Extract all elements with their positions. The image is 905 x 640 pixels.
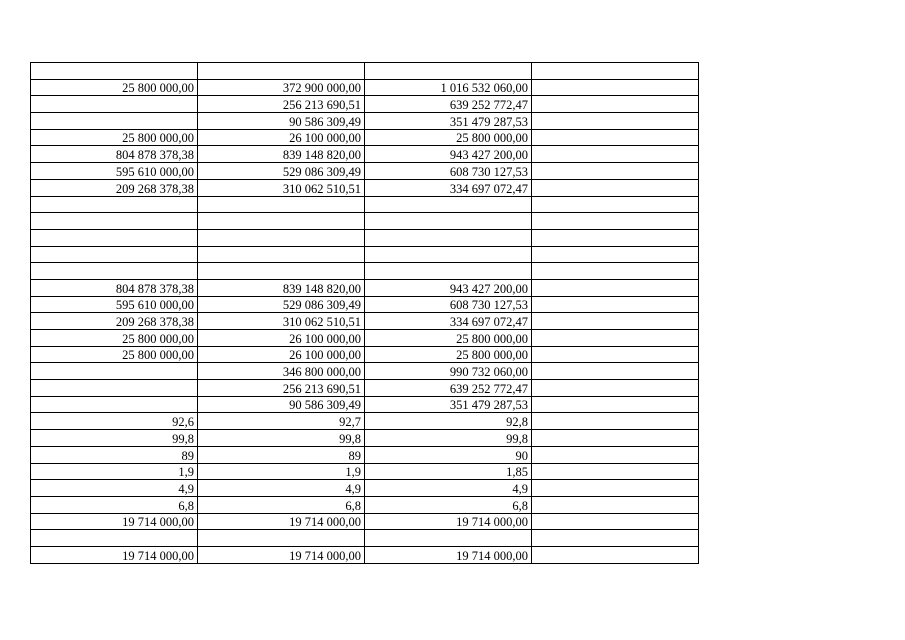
table-row [31, 546, 699, 563]
table-cell[interactable]: 25 800 000,00 [31, 129, 198, 146]
table-cell[interactable]: 595 610 000,00 [31, 296, 198, 313]
table-cell[interactable] [532, 179, 699, 196]
table-cell[interactable]: 4,9 [31, 480, 198, 497]
table-cell[interactable] [365, 213, 532, 230]
table-cell[interactable] [532, 313, 699, 330]
table-cell[interactable] [532, 446, 699, 463]
table-cell[interactable]: 209 268 378,38 [31, 313, 198, 330]
table-cell[interactable]: 6,8 [198, 496, 365, 513]
table-row [31, 363, 699, 380]
table-cell[interactable]: 608 730 127,53 [365, 163, 532, 180]
table-cell[interactable]: 25 800 000,00 [31, 330, 198, 347]
table-cell[interactable] [31, 229, 198, 246]
table-cell[interactable] [532, 63, 699, 80]
table-row [31, 346, 699, 363]
table-cell[interactable]: 608 730 127,53 [365, 296, 532, 313]
table-cell[interactable] [532, 413, 699, 430]
table-row [31, 396, 699, 413]
table-row [31, 113, 699, 130]
table-cell[interactable] [532, 380, 699, 397]
table-cell[interactable]: 25 800 000,00 [31, 79, 198, 96]
table-cell[interactable] [532, 396, 699, 413]
table-cell[interactable]: 943 427 200,00 [365, 279, 532, 296]
table-row [31, 296, 699, 313]
table-cell[interactable]: 89 [31, 446, 198, 463]
table-cell[interactable] [365, 229, 532, 246]
table-cell[interactable]: 92,7 [198, 413, 365, 430]
table-cell[interactable] [365, 196, 532, 213]
table-cell[interactable] [31, 96, 198, 113]
table-row [31, 413, 699, 430]
table-cell[interactable]: 25 800 000,00 [365, 346, 532, 363]
table-row [31, 480, 699, 497]
table-cell[interactable] [532, 213, 699, 230]
table-row [31, 463, 699, 480]
table-cell[interactable]: 990 732 060,00 [365, 363, 532, 380]
table-cell[interactable]: 6,8 [31, 496, 198, 513]
table-cell[interactable]: 639 252 772,47 [365, 96, 532, 113]
table-cell[interactable]: 256 213 690,51 [198, 96, 365, 113]
table-cell[interactable]: 19 714 000,00 [31, 513, 198, 530]
table-cell[interactable] [31, 246, 198, 263]
table-cell[interactable] [532, 463, 699, 480]
table-cell[interactable]: 19 714 000,00 [31, 546, 198, 563]
table-cell[interactable] [198, 63, 365, 80]
table-cell[interactable]: 92,6 [31, 413, 198, 430]
table-cell[interactable] [532, 363, 699, 380]
table-cell[interactable] [31, 396, 198, 413]
table-cell[interactable]: 351 479 287,53 [365, 113, 532, 130]
table-row [31, 496, 699, 513]
table-cell[interactable]: 595 610 000,00 [31, 163, 198, 180]
table-cell[interactable] [532, 530, 699, 547]
table-cell[interactable]: 1,9 [198, 463, 365, 480]
table-cell[interactable]: 26 100 000,00 [198, 129, 365, 146]
table-row [31, 63, 699, 80]
table-cell[interactable] [532, 480, 699, 497]
table-cell[interactable] [532, 496, 699, 513]
table-cell[interactable] [31, 363, 198, 380]
table-cell[interactable] [532, 96, 699, 113]
table-cell[interactable] [198, 213, 365, 230]
table-cell[interactable]: 19 714 000,00 [198, 513, 365, 530]
table-cell[interactable]: 943 427 200,00 [365, 146, 532, 163]
table-cell[interactable]: 89 [198, 446, 365, 463]
table-cell[interactable]: 4,9 [198, 480, 365, 497]
table-cell[interactable]: 256 213 690,51 [198, 380, 365, 397]
table-cell[interactable]: 351 479 287,53 [365, 396, 532, 413]
table-cell[interactable]: 839 148 820,00 [198, 279, 365, 296]
table-cell[interactable] [365, 63, 532, 80]
table-cell[interactable] [31, 63, 198, 80]
table-row [31, 179, 699, 196]
table-cell[interactable]: 529 086 309,49 [198, 163, 365, 180]
table-cell[interactable]: 529 086 309,49 [198, 296, 365, 313]
table-cell[interactable] [532, 79, 699, 96]
table-row [31, 96, 699, 113]
table-cell[interactable]: 804 878 378,38 [31, 279, 198, 296]
table-row [31, 513, 699, 530]
table-cell[interactable]: 346 800 000,00 [198, 363, 365, 380]
table-cell[interactable] [365, 263, 532, 280]
table-cell[interactable]: 99,8 [31, 430, 198, 447]
table-cell[interactable] [532, 279, 699, 296]
table-cell[interactable] [198, 246, 365, 263]
table-cell[interactable]: 209 268 378,38 [31, 179, 198, 196]
table-row [31, 79, 699, 96]
table-row [31, 163, 699, 180]
table-cell[interactable] [532, 196, 699, 213]
table-cell[interactable]: 90 [365, 446, 532, 463]
table-row [31, 380, 699, 397]
table-cell[interactable]: 1,9 [31, 463, 198, 480]
table-row [31, 530, 699, 547]
table-cell[interactable]: 1,85 [365, 463, 532, 480]
table-cell[interactable]: 19 714 000,00 [198, 546, 365, 563]
table-cell[interactable]: 26 100 000,00 [198, 346, 365, 363]
table-row [31, 229, 699, 246]
table-cell[interactable] [532, 296, 699, 313]
table-cell[interactable]: 310 062 510,51 [198, 313, 365, 330]
table-cell[interactable] [31, 263, 198, 280]
table-cell[interactable] [31, 530, 198, 547]
table-cell[interactable]: 839 148 820,00 [198, 146, 365, 163]
table-row [31, 279, 699, 296]
table-cell[interactable] [532, 330, 699, 347]
table-row [31, 129, 699, 146]
table-cell[interactable] [365, 530, 532, 547]
table-cell[interactable] [532, 246, 699, 263]
table-cell[interactable] [532, 229, 699, 246]
table-cell[interactable] [31, 113, 198, 130]
table-cell[interactable]: 25 800 000,00 [365, 129, 532, 146]
table-row [31, 263, 699, 280]
table-cell[interactable]: 639 252 772,47 [365, 380, 532, 397]
table-cell[interactable] [532, 546, 699, 563]
table-cell[interactable] [532, 513, 699, 530]
table-cell[interactable]: 804 878 378,38 [31, 146, 198, 163]
table-cell[interactable]: 92,8 [365, 413, 532, 430]
table-row [31, 313, 699, 330]
table-row [31, 146, 699, 163]
table-cell[interactable] [532, 146, 699, 163]
table-cell[interactable]: 25 800 000,00 [31, 346, 198, 363]
table-cell[interactable] [532, 129, 699, 146]
table-row [31, 330, 699, 347]
table-cell[interactable]: 372 900 000,00 [198, 79, 365, 96]
table-cell[interactable]: 334 697 072,47 [365, 313, 532, 330]
table-row [31, 213, 699, 230]
table-cell[interactable] [198, 263, 365, 280]
table-cell[interactable] [532, 430, 699, 447]
table-cell[interactable]: 99,8 [198, 430, 365, 447]
table-cell[interactable] [198, 196, 365, 213]
table-cell[interactable]: 90 586 309,49 [198, 396, 365, 413]
table-cell[interactable]: 1 016 532 060,00 [365, 79, 532, 96]
spreadsheet-body [31, 63, 699, 564]
table-cell[interactable]: 19 714 000,00 [365, 546, 532, 563]
table-cell[interactable] [31, 196, 198, 213]
table-cell[interactable] [31, 213, 198, 230]
table-cell[interactable] [532, 263, 699, 280]
table-cell[interactable] [31, 380, 198, 397]
table-row [31, 246, 699, 263]
table-cell[interactable] [532, 346, 699, 363]
table-cell[interactable]: 334 697 072,47 [365, 179, 532, 196]
table-cell[interactable]: 26 100 000,00 [198, 330, 365, 347]
table-row [31, 430, 699, 447]
table-cell[interactable] [365, 246, 532, 263]
table-row [31, 196, 699, 213]
table-row [31, 446, 699, 463]
table-cell[interactable]: 19 714 000,00 [365, 513, 532, 530]
table-cell[interactable]: 6,8 [365, 496, 532, 513]
table-cell[interactable] [198, 229, 365, 246]
table-cell[interactable]: 25 800 000,00 [365, 330, 532, 347]
table-cell[interactable]: 310 062 510,51 [198, 179, 365, 196]
spreadsheet-table [30, 62, 699, 564]
table-cell[interactable] [532, 163, 699, 180]
table-cell[interactable]: 4,9 [365, 480, 532, 497]
table-cell[interactable] [532, 113, 699, 130]
table-cell[interactable]: 90 586 309,49 [198, 113, 365, 130]
table-cell[interactable]: 99,8 [365, 430, 532, 447]
table-cell[interactable] [198, 530, 365, 547]
